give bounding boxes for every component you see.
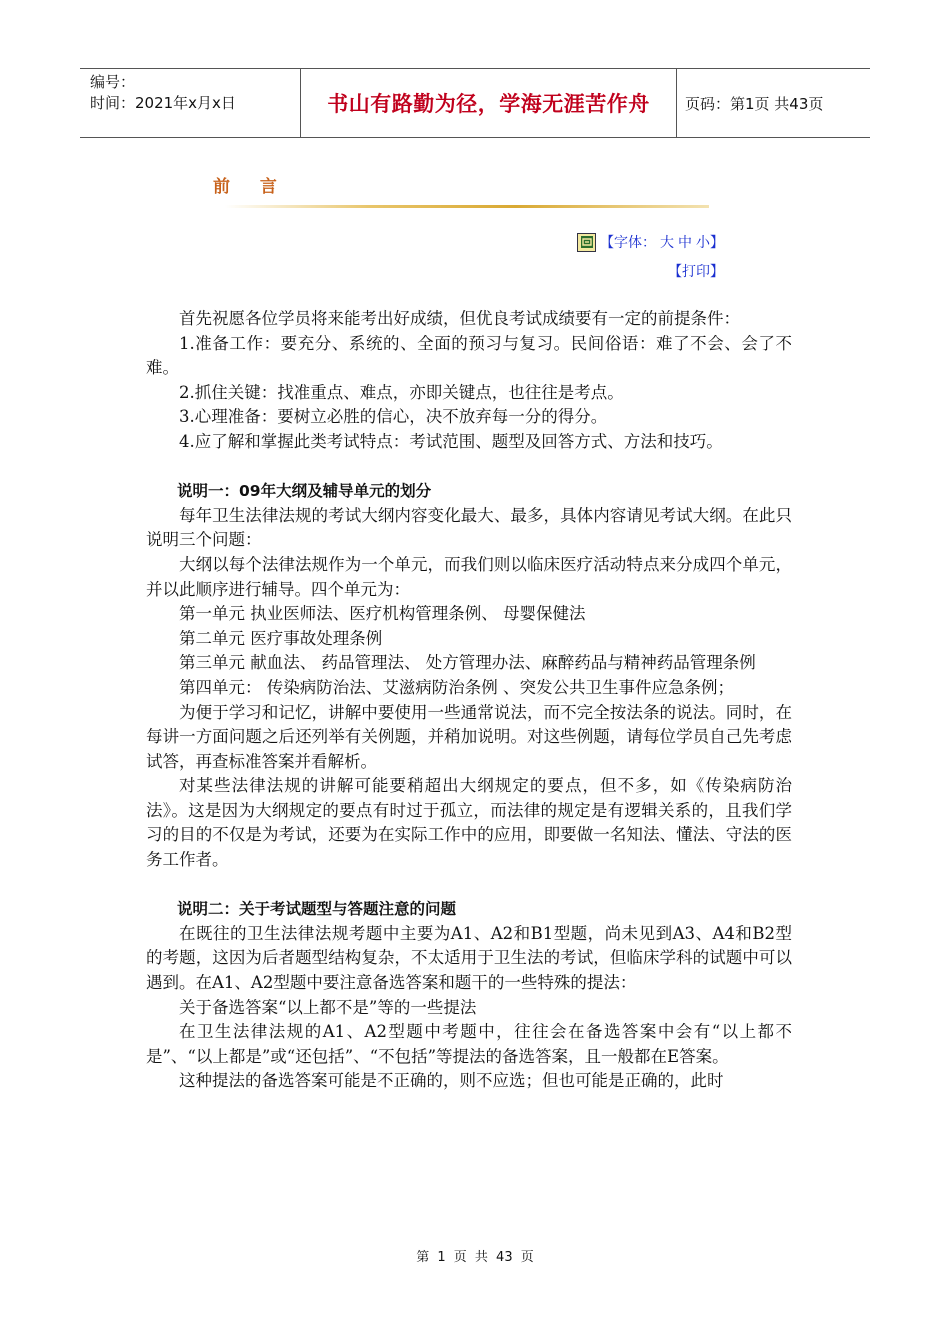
page-header xyxy=(80,68,870,138)
header-meta xyxy=(80,69,300,137)
title-divider xyxy=(225,205,709,208)
font-size-icon xyxy=(577,233,596,252)
list-item: 3.心理准备：要树立必胜的信心，决不放弃每一分的得分。 xyxy=(179,407,608,427)
section-heading: 说明一：09年大纲及辅导单元的划分 xyxy=(177,482,432,501)
page-footer: 第 1 页 共 43 页 xyxy=(416,1250,534,1265)
header-page-info: 页码：第1页 共43页 xyxy=(685,94,824,113)
print-link[interactable]: 【打印】 xyxy=(668,264,724,280)
font-medium-link[interactable]: 中 xyxy=(678,235,692,251)
intro-paragraph: 首先祝愿各位学员将来能考出好成绩，但优良考试成绩要有一定的前提条件： xyxy=(179,309,740,328)
paragraph: 第四单元： 传染病防治法、艾滋病防治条例 、突发公共卫生事件应急条例； xyxy=(179,677,734,697)
header-motto: 书山有路勤为径，学海无涯苦作舟 xyxy=(300,69,677,137)
page-title: 前 言 xyxy=(213,177,289,197)
serial-label: 编号： xyxy=(90,73,136,91)
section-heading: 说明二：关于考试题型与答题注意的问题 xyxy=(177,900,457,919)
paragraph: 关于备选答案“以上都不是”等的一些提法 xyxy=(179,997,477,1017)
paragraph: 对某些法律法规的讲解可能要稍超出大纲规定的要点，但不多，如《传染病防治法》。这是因为大纲规定的要点有时过于孤立，而法律的规定是有逻辑关系的，且我们学习的目的不仅是为考试，还要为在实际工作中的应用，即要做一名知法、懂法、守法的医务工作者。 xyxy=(146,776,792,870)
font-size-bar xyxy=(577,232,724,252)
paragraph: 在既往的卫生法律法规考题中主要为A1、A2和B1型题，尚未见到A3、A4和B2型的考题，这因为后者题型结构复杂，不太适用于卫生法的考试，但临床学科的试题中可以遇到。在A1、A2型题中要注意备选答案和题干的一些特殊的提法： xyxy=(146,923,792,993)
font-large-link[interactable]: 大 xyxy=(660,235,674,251)
font-links-prefix: 【字体： xyxy=(600,235,656,251)
paragraph: 为便于学习和记忆，讲解中要使用一些通常说法，而不完全按法条的说法。同时，在每讲一方面问题之后还列举有关例题，并稍加说明。对这些例题，请每位学员自己先考虑试答，再查标准答案并看解析。 xyxy=(146,702,792,771)
paragraph: 第三单元 献血法、 药品管理法、 处方管理办法、麻醉药品与精神药品管理条例 xyxy=(179,653,756,673)
paragraph: 每年卫生法律法规的考试大纲内容变化最大、最多，具体内容请见考试大纲。在此只说明三个问题： xyxy=(146,505,792,550)
article-body xyxy=(146,307,792,1094)
paragraph: 第二单元 医疗事故处理条例 xyxy=(179,628,383,648)
paragraph: 第一单元 执业医师法、医疗机构管理条例、 母婴保健法 xyxy=(179,604,586,624)
paragraph: 在卫生法律法规的A1、A2型题中考题中，往往会在备选答案中会有“以上都不是”、“以上都是”或“还包括”、“不包括”等提法的备选答案，且一般都在E答案。 xyxy=(146,1022,792,1066)
list-item: 1.准备工作：要充分、系统的、全面的预习与复习。民间俗语：难了不会、会了不难。 xyxy=(146,333,792,378)
paragraph: 大纲以每个法律法规作为一个单元，而我们则以临床医疗活动特点来分成四个单元，并以此顺序进行辅导。四个单元为： xyxy=(146,554,792,599)
font-small-link[interactable]: 小 xyxy=(696,235,710,251)
list-item: 4.应了解和掌握此类考试特点：考试范围、题型及回答方式、方法和技巧。 xyxy=(179,431,723,451)
font-links-suffix: 】 xyxy=(710,235,724,251)
date-line: 时间：2021年x月x日 xyxy=(90,94,236,112)
paragraph: 这种提法的备选答案可能是不正确的，则不应选；但也可能是正确的，此时 xyxy=(179,1071,724,1091)
list-item: 2.抓住关键：找准重点、难点，亦即关键点，也往往是考点。 xyxy=(179,382,624,402)
